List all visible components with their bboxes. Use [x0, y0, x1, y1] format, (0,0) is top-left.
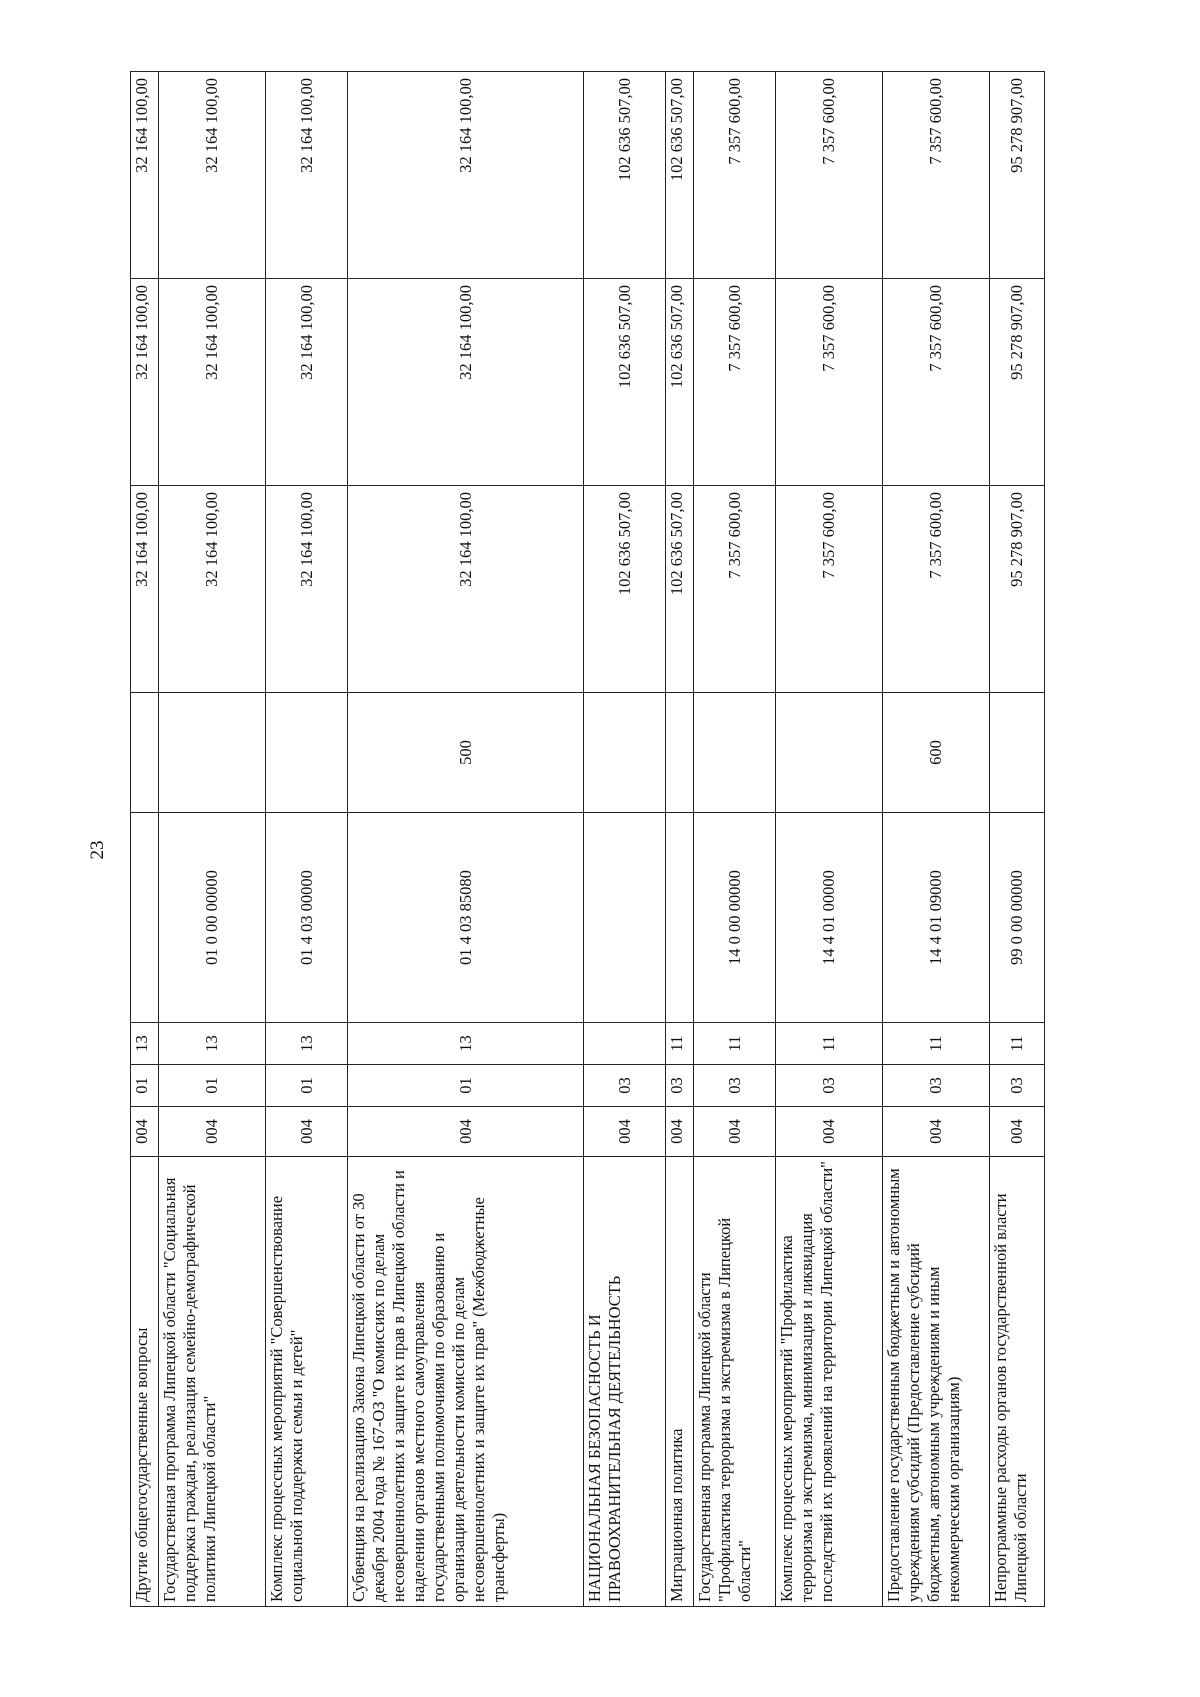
ministry-code-cell: 004 [348, 1107, 584, 1157]
table-row [990, 72, 1045, 1607]
ministry-code-cell: 004 [584, 1107, 666, 1157]
budget-table-wrapper [130, 72, 1135, 1607]
amount-year2-cell: 7 357 600,00 [883, 279, 990, 486]
target-article-cell: 99 0 00 00000 [990, 813, 1045, 1023]
table-row [883, 72, 990, 1607]
ministry-code-cell: 004 [776, 1107, 883, 1157]
target-article-cell: 14 4 01 09000 [883, 813, 990, 1023]
amount-year1-cell: 32 164 100,00 [348, 486, 584, 693]
section-code-cell: 03 [990, 1065, 1045, 1107]
amount-year3-cell: 102 636 507,00 [584, 72, 666, 279]
section-code-cell: 01 [159, 1065, 266, 1107]
amount-year1-cell: 102 636 507,00 [584, 486, 666, 693]
subsection-code-cell: 13 [348, 1023, 584, 1065]
row-name-cell: Предоставление государственным бюджетным и автономным учреждениям субсидий (Предоставление субсидий бюджетным, автономным учреждениям и иным некоммерческим организациям) [883, 1157, 990, 1607]
amount-year1-cell: 32 164 100,00 [159, 486, 266, 693]
amount-year2-cell: 32 164 100,00 [131, 279, 159, 486]
amount-year2-cell: 102 636 507,00 [666, 279, 694, 486]
expense-type-cell [131, 693, 159, 813]
ministry-code-cell: 004 [159, 1107, 266, 1157]
subsection-code-cell: 11 [883, 1023, 990, 1065]
amount-year3-cell: 32 164 100,00 [131, 72, 159, 279]
page-number: 23 [87, 840, 108, 860]
target-article-cell [131, 813, 159, 1023]
section-code-cell: 03 [584, 1065, 666, 1107]
row-name-cell: Непрограммные расходы органов государственной власти Липецкой области [990, 1157, 1045, 1607]
amount-year3-cell: 95 278 907,00 [990, 72, 1045, 279]
amount-year1-cell: 32 164 100,00 [131, 486, 159, 693]
row-name-cell: НАЦИОНАЛЬНАЯ БЕЗОПАСНОСТЬ И ПРАВООХРАНИТЕЛЬНАЯ ДЕЯТЕЛЬНОСТЬ [584, 1157, 666, 1607]
subsection-code-cell: 13 [159, 1023, 266, 1065]
amount-year3-cell: 7 357 600,00 [776, 72, 883, 279]
expense-type-cell [694, 693, 776, 813]
expense-type-cell [776, 693, 883, 813]
subsection-code-cell: 13 [131, 1023, 159, 1065]
subsection-code-cell: 11 [776, 1023, 883, 1065]
budget-table-rotated [130, 72, 1135, 1607]
amount-year2-cell: 32 164 100,00 [159, 279, 266, 486]
row-name-cell: Комплекс процессных мероприятий "Совершенствование социальной поддержки семьи и детей" [266, 1157, 348, 1607]
ministry-code-cell: 004 [694, 1107, 776, 1157]
budget-table-body [131, 72, 1045, 1607]
ministry-code-cell: 004 [666, 1107, 694, 1157]
budget-table [130, 71, 1045, 1607]
amount-year1-cell: 95 278 907,00 [990, 486, 1045, 693]
amount-year3-cell: 32 164 100,00 [266, 72, 348, 279]
section-code-cell: 03 [776, 1065, 883, 1107]
amount-year1-cell: 7 357 600,00 [883, 486, 990, 693]
row-name-cell: Государственная программа Липецкой области "Социальная поддержка граждан, реализация семейно-демографической политики Липецкой области" [159, 1157, 266, 1607]
target-article-cell: 01 4 03 00000 [266, 813, 348, 1023]
amount-year3-cell: 7 357 600,00 [694, 72, 776, 279]
row-name-cell: Миграционная политика [666, 1157, 694, 1607]
section-code-cell: 01 [131, 1065, 159, 1107]
row-name-cell: Государственная программа Липецкой области "Профилактика терроризма и экстремизма в Липецкой области" [694, 1157, 776, 1607]
subsection-code-cell: 13 [266, 1023, 348, 1065]
amount-year2-cell: 32 164 100,00 [348, 279, 584, 486]
table-row [666, 72, 694, 1607]
row-name-cell: Субвенция на реализацию Закона Липецкой области от 30 декабря 2004 года № 167-ОЗ "О комиссиях по делам несовершеннолетних и защите их прав в Липецкой области и наделении органов местного самоуправления государственными полномочиями по образованию и организации деятельности комиссий по делам несовершеннолетних и защите их прав" (Межбюджетные трансферты) [348, 1157, 584, 1607]
amount-year2-cell: 32 164 100,00 [266, 279, 348, 486]
expense-type-cell [584, 693, 666, 813]
target-article-cell: 01 4 03 85080 [348, 813, 584, 1023]
table-row [776, 72, 883, 1607]
ministry-code-cell: 004 [131, 1107, 159, 1157]
section-code-cell: 03 [666, 1065, 694, 1107]
amount-year3-cell: 32 164 100,00 [348, 72, 584, 279]
row-name-cell: Комплекс процессных мероприятий "Профилактика терроризма и экстремизма, минимизация и ликвидация последствий их проявлений на территории Липецкой области" [776, 1157, 883, 1607]
amount-year3-cell: 32 164 100,00 [159, 72, 266, 279]
target-article-cell [666, 813, 694, 1023]
amount-year2-cell: 7 357 600,00 [776, 279, 883, 486]
subsection-code-cell: 11 [666, 1023, 694, 1065]
subsection-code-cell [584, 1023, 666, 1065]
target-article-cell: 01 0 00 00000 [159, 813, 266, 1023]
amount-year1-cell: 7 357 600,00 [694, 486, 776, 693]
table-row [584, 72, 666, 1607]
section-code-cell: 01 [348, 1065, 584, 1107]
expense-type-cell [666, 693, 694, 813]
subsection-code-cell: 11 [694, 1023, 776, 1065]
expense-type-cell: 600 [883, 693, 990, 813]
amount-year3-cell: 102 636 507,00 [666, 72, 694, 279]
table-row [694, 72, 776, 1607]
table-row [266, 72, 348, 1607]
target-article-cell [584, 813, 666, 1023]
amount-year1-cell: 7 357 600,00 [776, 486, 883, 693]
table-row [159, 72, 266, 1607]
expense-type-cell [159, 693, 266, 813]
ministry-code-cell: 004 [990, 1107, 1045, 1157]
expense-type-cell [266, 693, 348, 813]
amount-year1-cell: 32 164 100,00 [266, 486, 348, 693]
amount-year2-cell: 95 278 907,00 [990, 279, 1045, 486]
ministry-code-cell: 004 [883, 1107, 990, 1157]
ministry-code-cell: 004 [266, 1107, 348, 1157]
table-row [348, 72, 584, 1607]
section-code-cell: 01 [266, 1065, 348, 1107]
amount-year2-cell: 7 357 600,00 [694, 279, 776, 486]
section-code-cell: 03 [694, 1065, 776, 1107]
amount-year2-cell: 102 636 507,00 [584, 279, 666, 486]
row-name-cell: Другие общегосударственные вопросы [131, 1157, 159, 1607]
expense-type-cell [990, 693, 1045, 813]
section-code-cell: 03 [883, 1065, 990, 1107]
expense-type-cell: 500 [348, 693, 584, 813]
table-row [131, 72, 159, 1607]
amount-year3-cell: 7 357 600,00 [883, 72, 990, 279]
target-article-cell: 14 0 00 00000 [694, 813, 776, 1023]
amount-year1-cell: 102 636 507,00 [666, 486, 694, 693]
target-article-cell: 14 4 01 00000 [776, 813, 883, 1023]
subsection-code-cell: 11 [990, 1023, 1045, 1065]
